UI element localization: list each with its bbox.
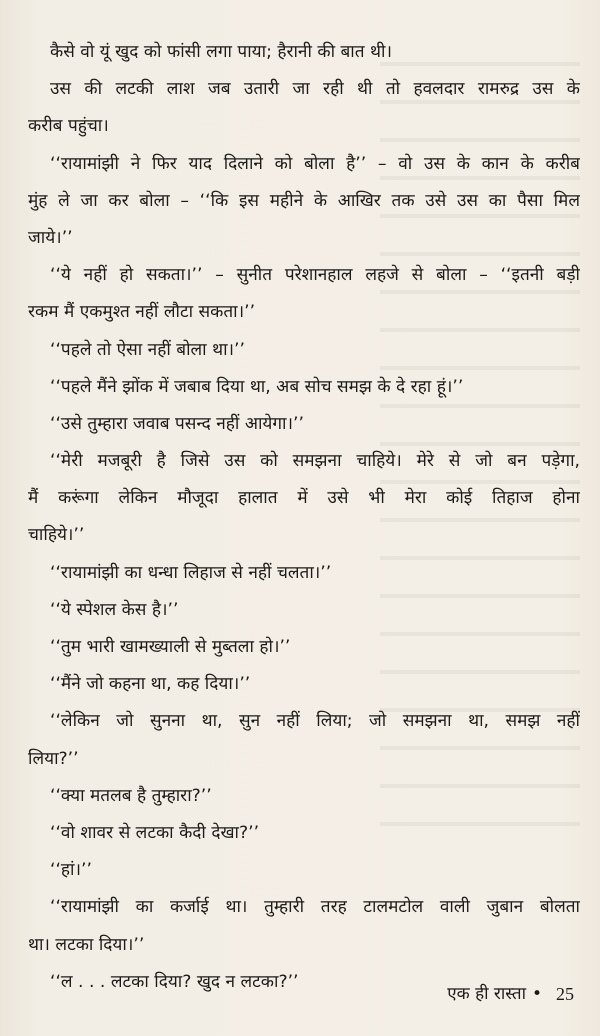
text-line: ‘‘रायामांझी का कर्जाई था। तुम्हारी तरह टालमटोल वाली जुबान बोलता bbox=[50, 897, 580, 918]
footer-bullet: • bbox=[531, 984, 542, 1004]
text-line: कैसे वो यूं खुद को फांसी लगा पाया; हैरानी की बात थी। bbox=[50, 42, 392, 62]
page-body bbox=[28, 34, 580, 1001]
text-line: ‘‘रायामांझी ने फिर याद दिलाने को बोला है’’ – वो उस के कान के करीब bbox=[50, 153, 580, 174]
text-line: चाहिये।’’ bbox=[28, 525, 85, 546]
text-line: ‘‘ल . . . लटका दिया? खुद न लटका?’’ bbox=[50, 971, 299, 992]
text-line: था। लटका दिया।’’ bbox=[28, 934, 145, 955]
text-line: ‘‘ये स्पेशल केस है।’’ bbox=[50, 599, 179, 620]
text-line: ‘‘पहले मैंने झोंक में जबाब दिया था, अब सोच समझ के दे रहा हूं।’’ bbox=[50, 376, 464, 397]
page-number: 25 bbox=[556, 984, 574, 1004]
text-line: ‘‘मेरी मजबूरी है जिसे उस को समझना चाहिये। मेरे से जो बन पड़ेगा, bbox=[50, 451, 580, 472]
page-footer bbox=[0, 982, 600, 1006]
text-line: ‘‘हां।’’ bbox=[50, 860, 92, 881]
text-line: ‘‘वो शावर से लटका कैदी देखा?’’ bbox=[50, 822, 260, 843]
text-line: रकम मैं एकमुश्त नहीं लौटा सकता।’’ bbox=[28, 302, 256, 323]
text-line: करीब पहुंचा। bbox=[28, 116, 109, 137]
text-line: मुंह ले जा कर बोला – ‘‘कि इस महीने के आखिर तक उसे उस का पैसा मिल bbox=[28, 190, 580, 211]
text-line: ‘‘तुम भारी खामख्याली से मुब्तला हो।’’ bbox=[50, 637, 291, 657]
text-line: जाये।’’ bbox=[28, 227, 73, 248]
text-line: लिया?’’ bbox=[28, 748, 79, 769]
text-line: ‘‘मैंने जो कहना था, कह दिया।’’ bbox=[50, 674, 251, 695]
text-line: मैं करूंगा लेकिन मौजूदा हालात में उसे भी मेरा कोई तिहाज होना bbox=[28, 488, 580, 509]
text-line: ‘‘पहले तो ऐसा नहीं बोला था।’’ bbox=[50, 339, 245, 360]
text-line: ‘‘ये नहीं हो सकता।’’ – सुनीत परेशानहाल लहजे से बोला – ‘‘इतनी बड़ी bbox=[50, 265, 580, 286]
text-line: ‘‘क्या मतलब है तुम्हारा?’’ bbox=[50, 785, 212, 806]
text-line: ‘‘लेकिन जो सुनना था, सुन नहीं लिया; जो समझना था, समझ नहीं bbox=[50, 711, 580, 732]
text-line: ‘‘रायामांझी का धन्धा लिहाज से नहीं चलता।’’ bbox=[50, 562, 332, 583]
running-title: एक ही रास्ता bbox=[447, 984, 526, 1004]
text-line: उस की लटकी लाश जब उतारी जा रही थी तो हवलदार रामरुद्र उस के bbox=[50, 79, 580, 100]
text-line: ‘‘उसे तुम्हारा जवाब पसन्द नहीं आयेगा।’’ bbox=[50, 413, 304, 434]
